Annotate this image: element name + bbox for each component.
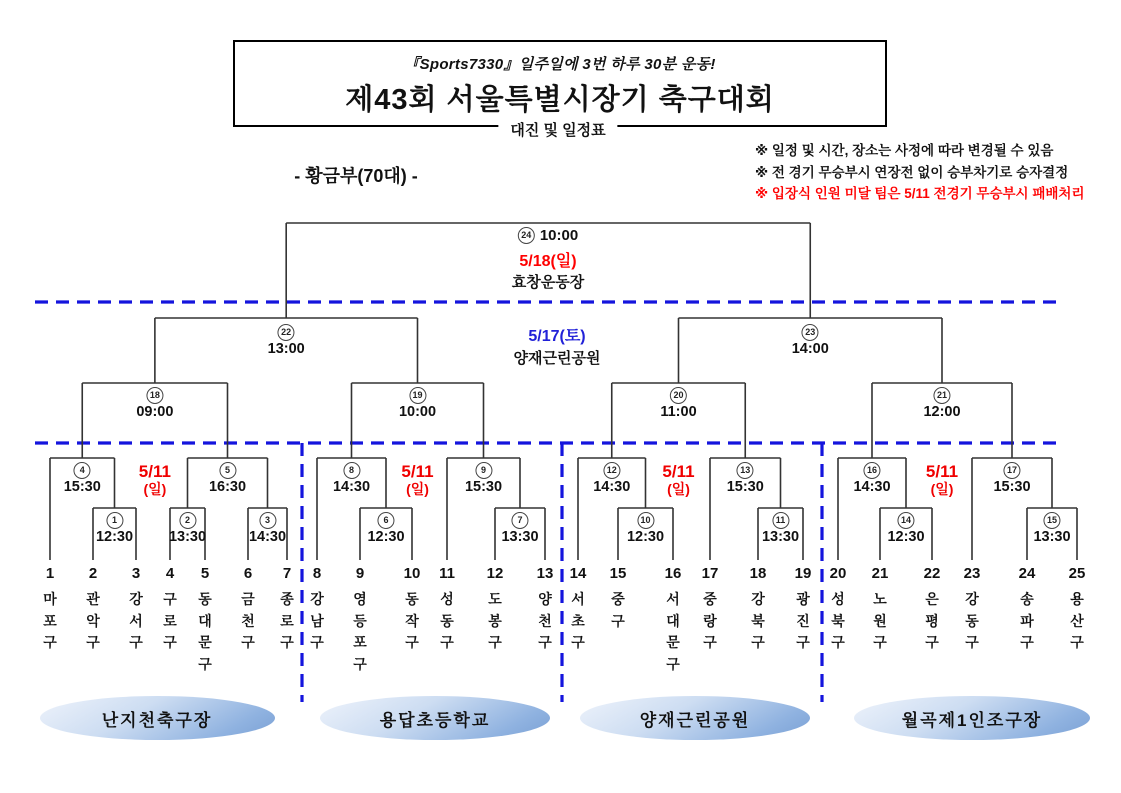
team-name: 광진구 [796,591,810,650]
match-time: 13:30 [168,529,207,545]
match-label [136,387,173,420]
match-time: 15:30 [726,479,764,495]
match-label [993,462,1030,495]
match-label [727,462,764,495]
team-number: 16 [664,565,682,582]
team-name: 관악구 [86,591,100,650]
team-number: 9 [355,565,365,582]
match-time: 13:00 [267,341,305,357]
date-line: 5/11 [662,462,695,481]
team-number: 20 [829,565,847,582]
team-name: 서초구 [571,591,585,650]
team-slot [82,566,104,654]
date-line: 5/11 [401,462,434,481]
team-number: 11 [439,565,455,582]
team-slot [607,566,629,632]
semifinal-venue: 양재근린공원 [513,350,601,367]
final-venue: 효창운동장 [511,274,585,291]
team-name: 강북구 [751,591,765,650]
team-number: 22 [923,565,941,582]
match-label [923,387,960,420]
match-label [660,387,696,420]
team-name: 양천구 [538,591,552,650]
title-box [233,40,887,127]
match-time: 15:30 [464,479,503,495]
match-number-badge: 18 [146,387,163,404]
team-number: 17 [701,565,719,582]
team-number: 6 [243,565,253,582]
team-name: 구로구 [163,591,177,650]
match-label [333,462,370,495]
team-name: 송파구 [1020,591,1034,650]
match-time: 12:30 [887,529,925,545]
match-label [465,462,502,495]
team-number: 4 [165,565,175,582]
team-name: 은평구 [925,591,939,650]
team-name: 성북구 [831,591,845,650]
note-line: ※ 전 경기 무승부시 연장전 없이 승부차기로 승자결정 [755,164,1069,180]
venue-badge [580,696,810,740]
match-time: 14:00 [791,341,829,357]
match-time: 13:30 [501,529,539,545]
team-number: 7 [282,565,292,582]
division-label: - 황금부(70대) - [294,166,418,186]
team-slot [921,566,943,654]
team-number: 2 [88,565,98,582]
team-number: 24 [1018,565,1036,582]
match-number-badge: 6 [378,512,395,529]
match-time: 12:30 [367,529,405,545]
team-name: 종로구 [280,591,294,650]
team-slot [39,566,61,654]
match-time: 11:00 [660,404,697,420]
team-name: 금천구 [241,591,255,650]
match-number-badge: 1 [106,512,123,529]
team-number: 25 [1068,565,1086,582]
team-name: 중랑구 [703,591,717,650]
match-label [853,462,890,495]
match-label [792,324,829,357]
venue-name: 난지천축구장 [101,710,213,730]
venue-name: 용답초등학교 [379,710,491,730]
match-label [627,512,664,545]
match-time: 12:00 [923,404,961,420]
team-slot [1066,566,1088,654]
date-line: (일) [143,481,167,497]
match-number-badge: 2 [179,512,196,529]
page-title: 제43회 서울특별시장기 축구대회 [345,84,775,116]
team-name: 노원구 [873,591,887,650]
match-number-badge: 3 [259,512,276,529]
match-number-badge: 12 [603,462,620,479]
team-number: 1 [45,565,55,582]
match-time: 10:00 [398,404,437,420]
match-label [249,512,286,545]
match-number-badge: 4 [74,462,91,479]
match-label [268,324,305,357]
match-label [1033,512,1070,545]
match-label [501,512,538,545]
team-number: 10 [403,565,421,582]
team-name: 강남구 [310,591,324,650]
venue-name: 양재근린공원 [639,710,751,730]
date-line: (일) [930,481,954,497]
team-slot [567,566,589,654]
match-time: 14:30 [332,479,371,495]
notes-block [755,140,1084,205]
team-slot [484,566,506,654]
team-name: 중구 [611,591,625,629]
match-number-badge: 7 [512,512,529,529]
match-label [399,387,436,420]
team-slot [662,566,684,675]
team-name: 용산구 [1070,591,1084,650]
team-name: 서대문구 [666,591,680,672]
date-line: (일) [667,481,690,497]
match-number-badge: 9 [475,462,492,479]
match-time: 10:00 [539,227,579,244]
first-round-date-label [662,463,694,497]
match-number-badge: 20 [670,387,687,404]
team-slot [1016,566,1038,654]
match-label [367,512,404,545]
venue-badge [40,696,275,740]
date-line: 5/11 [925,462,959,481]
match-number-badge: 23 [802,324,819,341]
team-slot [194,566,216,675]
team-name: 동대문구 [198,591,212,672]
match-label [887,512,924,545]
team-slot [237,566,259,654]
date-line: 5/11 [138,462,171,481]
team-name: 동작구 [405,591,419,650]
team-slot [699,566,721,654]
team-slot [827,566,849,654]
team-slot [276,566,298,654]
match-label [96,512,133,545]
team-name: 성동구 [440,591,454,650]
team-number: 21 [871,565,889,582]
team-number: 23 [963,565,981,582]
team-number: 18 [749,565,767,582]
team-name: 강서구 [129,591,143,650]
match-number-badge: 19 [409,387,426,404]
venue-name: 월곡제1인조구장 [901,710,1043,730]
team-number: 13 [536,565,554,582]
team-slot [401,566,423,654]
match-number-badge: 8 [343,462,360,479]
match-time: 13:30 [1033,529,1071,545]
match-number-badge: 13 [737,462,754,479]
match-number-badge: 16 [864,462,881,479]
first-round-date-label [926,463,958,497]
team-number: 15 [609,565,627,582]
match-number-badge: 11 [772,512,789,529]
match-time: 13:30 [761,529,800,545]
team-number: 3 [131,565,141,582]
final-date: 5/18(일) [519,253,577,270]
match-time: 14:30 [593,479,631,495]
match-time: 12:30 [95,529,134,545]
match-number-badge: 21 [934,387,951,404]
venue-badge [320,696,550,740]
team-name: 강동구 [965,591,979,650]
match-number-badge: 22 [278,324,295,341]
team-slot [961,566,983,654]
team-slot [747,566,769,654]
team-number: 19 [794,565,812,582]
note-line: ※ 일정 및 시간, 장소는 사정에 따라 변경될 수 있음 [755,143,1054,158]
date-line: (일) [406,481,429,497]
schedule-caption: 대진 및 일정표 [498,119,617,140]
match-time: 15:30 [63,479,101,495]
match-label [169,512,206,545]
first-round-date-label [139,463,171,497]
match-time: 09:00 [136,404,174,420]
team-slot [792,566,814,654]
match-time: 15:30 [993,479,1031,495]
team-number: 8 [312,565,322,582]
match-time: 16:30 [208,479,247,495]
match-number-badge: 5 [219,462,236,479]
team-name: 영등포구 [353,591,367,672]
slogan-text: 『Sports7330』일주일에 3번 하루 30분 운동! [404,56,716,73]
team-number: 14 [569,565,587,582]
team-slot [306,566,328,654]
match-label [64,462,101,495]
team-slot [436,566,458,654]
venue-badge [854,696,1090,740]
match-label [209,462,246,495]
match-time: 14:30 [853,479,891,495]
match-number-badge: 14 [898,512,915,529]
team-name: 마포구 [43,591,57,650]
match-number-badge: 24 [518,227,535,244]
match-time: 12:30 [626,529,665,545]
match-label [762,512,799,545]
team-slot [125,566,147,654]
match-number-badge: 15 [1044,512,1061,529]
match-number-badge: 17 [1004,462,1021,479]
match-label [593,462,630,495]
team-slot [534,566,556,654]
team-slot [869,566,891,654]
team-slot [159,566,181,654]
match-number-badge: 10 [637,512,654,529]
team-slot [349,566,371,675]
team-name: 도봉구 [488,591,502,650]
note-line-warning: ※ 입장식 인원 미달 팀은 5/11 전경기 무승부시 패배처리 [755,186,1085,201]
match-time: 14:30 [248,529,287,545]
team-number: 5 [200,565,210,582]
first-round-date-label [401,463,433,497]
team-number: 12 [486,565,504,582]
semifinal-date: 5/17(토) [528,328,586,345]
final-match-label [518,227,578,244]
